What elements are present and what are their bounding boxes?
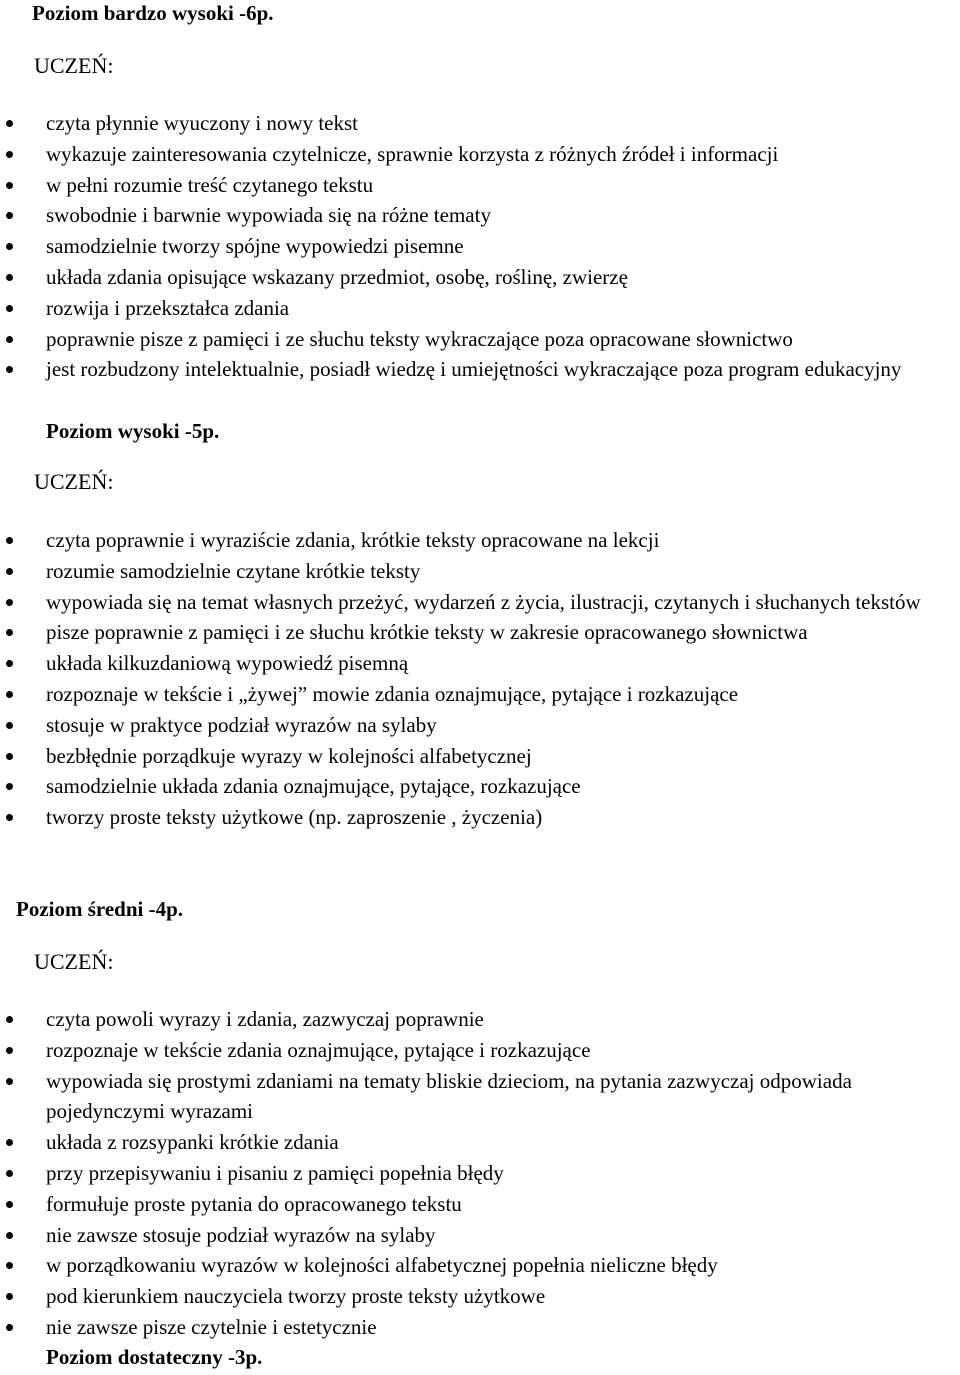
bullet-icon xyxy=(6,1262,13,1269)
list-item xyxy=(0,108,960,139)
bullet-icon xyxy=(6,537,13,544)
bullet-icon xyxy=(6,120,13,127)
bullet-icon xyxy=(6,151,13,158)
list-item-text: pisze poprawnie z pamięci i ze słuchu krótkie teksty w zakresie opracowanego słownictwa xyxy=(46,620,808,645)
student-heading: UCZEŃ: xyxy=(34,469,114,494)
list-item-text: w pełni rozumie treść czytanego tekstu xyxy=(46,172,374,197)
bullet-icon xyxy=(6,722,13,729)
list-item-text: wypowiada się prostymi zdaniami na tematy bliskie dzieciom, na pytania zazwyczaj odpowiada pojedynczymi wyrazami xyxy=(46,1068,852,1124)
bullet-icon xyxy=(6,336,13,343)
list-item-text: swobodnie i barwnie wypowiada się na różne tematy xyxy=(46,203,491,228)
bullet-icon xyxy=(6,1293,13,1300)
list-item-text: rozpoznaje w tekście i „żywej” mowie zdania oznajmujące, pytające i rozkazujące xyxy=(46,681,739,706)
list-item xyxy=(0,802,960,833)
list-item xyxy=(0,771,960,802)
student-heading: UCZEŃ: xyxy=(34,949,114,974)
list-item-text: pod kierunkiem nauczyciela tworzy proste teksty użytkowe xyxy=(46,1284,546,1309)
list-item-text: układa zdania opisujące wskazany przedmiot, osobę, roślinę, zwierzę xyxy=(46,264,628,289)
list-item xyxy=(0,170,960,201)
bullet-icon xyxy=(6,274,13,281)
bullet-icon xyxy=(6,629,13,636)
list-item-text: czyta poprawnie i wyraziście zdania, krótkie teksty opracowane na lekcji xyxy=(46,528,660,552)
list-item-text: jest rozbudzony intelektualnie, posiadł wiedzę i umiejętności wykraczające poza program edukacyjny xyxy=(46,357,902,382)
list-item xyxy=(0,324,960,355)
list-item xyxy=(0,354,960,385)
list-item xyxy=(0,679,960,710)
list-item-text: przy przepisywaniu i pisaniu z pamięci popełnia błędy xyxy=(46,1160,504,1185)
bullet-icon xyxy=(6,1324,13,1331)
list-item xyxy=(0,231,960,262)
list-item xyxy=(0,293,960,324)
bullet-icon xyxy=(6,366,13,373)
bullet-icon xyxy=(6,1016,13,1023)
list-item-text: nie zawsze pisze czytelnie i estetycznie xyxy=(46,1314,377,1339)
list-item xyxy=(0,1158,960,1189)
criteria-list xyxy=(0,525,960,833)
bullet-icon xyxy=(6,568,13,575)
list-item-text: wykazuje zainteresowania czytelnicze, sprawnie korzysta z różnych źródeł i informacji xyxy=(46,141,779,166)
list-item-text: samodzielnie układa zdania oznajmujące, pytające, rozkazujące xyxy=(46,774,581,799)
list-item-text: stosuje w praktyce podział wyrazów na sylaby xyxy=(46,712,437,737)
bullet-icon xyxy=(6,814,13,821)
list-item-text: rozwija i przekształca zdania xyxy=(46,295,290,320)
list-item xyxy=(0,1312,960,1343)
list-item xyxy=(0,1220,960,1251)
list-item-text: bezbłędnie porządkuje wyrazy w kolejności alfabetycznej xyxy=(46,743,532,768)
list-item xyxy=(0,1035,960,1066)
bullet-icon xyxy=(6,691,13,698)
level-heading-very-high: Poziom bardzo wysoki -6p. xyxy=(32,1,274,25)
student-heading: UCZEŃ: xyxy=(34,53,114,78)
list-item-text: formułuje proste pytania do opracowanego tekstu xyxy=(46,1191,462,1216)
bullet-icon xyxy=(6,243,13,250)
list-item xyxy=(0,139,960,170)
list-item-text: czyta płynnie wyuczony i nowy tekst xyxy=(46,111,359,135)
list-item-text: rozpoznaje w tekście zdania oznajmujące, pytające i rozkazujące xyxy=(46,1037,591,1062)
list-item xyxy=(0,648,960,679)
bullet-icon xyxy=(6,182,13,189)
list-item-text: tworzy proste teksty użytkowe (np. zaproszenie , życzenia) xyxy=(46,805,543,830)
level-heading-sufficient: Poziom dostateczny -3p. xyxy=(46,1345,263,1369)
bullet-icon xyxy=(6,660,13,667)
list-item xyxy=(0,200,960,231)
bullet-icon xyxy=(6,599,13,606)
bullet-icon xyxy=(6,212,13,219)
list-item-text: poprawnie pisze z pamięci i ze słuchu teksty wykraczające poza opracowane słownictwo xyxy=(46,326,793,351)
list-item-text: rozumie samodzielnie czytane krótkie teksty xyxy=(46,558,421,583)
list-item xyxy=(0,1004,960,1035)
list-item xyxy=(0,556,960,587)
list-item xyxy=(0,710,960,741)
list-item xyxy=(0,587,960,618)
list-item xyxy=(0,1250,960,1281)
list-item-text: w porządkowaniu wyrazów w kolejności alfabetycznej popełnia nieliczne błędy xyxy=(46,1253,718,1278)
list-item-text: nie zawsze stosuje podział wyrazów na sylaby xyxy=(46,1222,436,1247)
level-heading-medium: Poziom średni -4p. xyxy=(16,897,184,921)
list-item xyxy=(0,1066,960,1128)
list-item-text: samodzielnie tworzy spójne wypowiedzi pisemne xyxy=(46,234,464,259)
list-item xyxy=(0,262,960,293)
list-item-text: układa z rozsypanki krótkie zdania xyxy=(46,1130,339,1155)
bullet-icon xyxy=(6,305,13,312)
list-item xyxy=(0,1281,960,1312)
criteria-list xyxy=(0,1004,960,1343)
list-item xyxy=(0,1189,960,1220)
bullet-icon xyxy=(6,783,13,790)
criteria-list xyxy=(0,108,960,385)
list-item xyxy=(0,1127,960,1158)
list-item xyxy=(0,741,960,772)
bullet-icon xyxy=(6,1047,13,1054)
level-heading-high: Poziom wysoki -5p. xyxy=(46,419,220,443)
list-item xyxy=(0,617,960,648)
list-item-text: wypowiada się na temat własnych przeżyć, wydarzeń z życia, ilustracji, czytanych i słuchanych tekstów xyxy=(46,589,921,614)
bullet-icon xyxy=(6,1078,13,1085)
bullet-icon xyxy=(6,1232,13,1239)
bullet-icon xyxy=(6,1139,13,1146)
bullet-icon xyxy=(6,753,13,760)
list-item xyxy=(0,525,960,556)
list-item-text: układa kilkuzdaniową wypowiedź pisemną xyxy=(46,651,409,676)
bullet-icon xyxy=(6,1170,13,1177)
bullet-icon xyxy=(6,1201,13,1208)
list-item-text: czyta powoli wyrazy i zdania, zazwyczaj poprawnie xyxy=(46,1007,484,1031)
